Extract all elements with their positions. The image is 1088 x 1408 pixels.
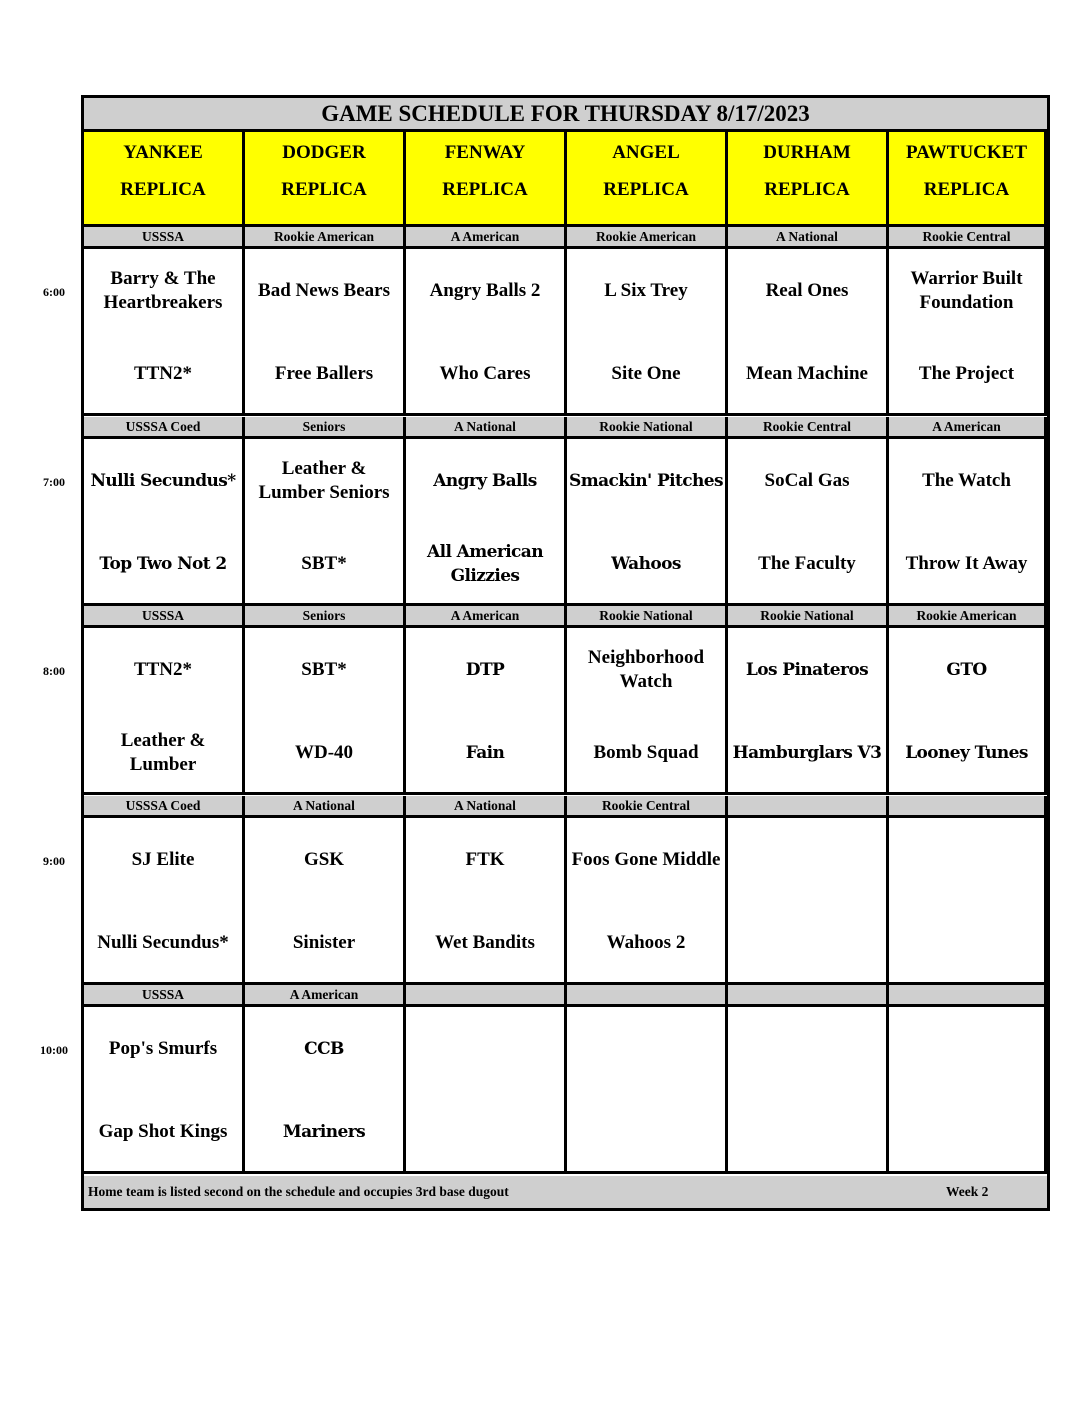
home-team: Site One (611, 363, 681, 384)
field-name: PAWTUCKET (905, 142, 1028, 163)
away-team: Nulli Secundus* (90, 470, 236, 491)
game-cell (728, 818, 889, 985)
away-team: Smackin' Pitches (569, 470, 723, 491)
away-team: Angry Balls (433, 470, 537, 491)
division-label: Seniors (245, 606, 406, 628)
home-team: All American Glizzies (427, 541, 543, 586)
game-cell (728, 249, 889, 416)
field-header-angel (567, 132, 728, 227)
away-team: Barry & The Heartbreakers (103, 268, 223, 313)
division-label: A American (889, 417, 1047, 439)
away-team: DTP (465, 660, 505, 680)
away-team: Bad News Bears (258, 280, 390, 301)
game-cell (84, 439, 245, 606)
home-team: Mariners (282, 1122, 366, 1142)
away-team: Angry Balls 2 (429, 280, 541, 301)
field-name: DODGER (282, 142, 366, 163)
home-team: Leather & Lumber (120, 730, 206, 775)
field-name: FENWAY (444, 142, 526, 163)
game-cell (406, 249, 567, 416)
home-team-note: Home team is listed second on the schedule and occupies 3rd base dugout (88, 1184, 509, 1199)
away-team (567, 1023, 725, 1075)
home-team: Throw It Away (905, 552, 1028, 574)
field-header-pawtucket (889, 132, 1047, 227)
game-cell (406, 628, 567, 795)
away-team (889, 834, 1044, 886)
division-label: A American (406, 606, 567, 628)
field-name: DURHAM (763, 142, 851, 163)
away-team: SJ Elite (131, 848, 195, 870)
game-cell (567, 818, 728, 985)
home-team: Hamburglars V3 (732, 743, 882, 763)
away-team (728, 834, 886, 886)
week-label: Week 2 (946, 1184, 989, 1199)
division-label: USSSA (84, 985, 245, 1007)
field-header-fenway (406, 132, 567, 227)
home-team (406, 1106, 564, 1158)
division-label: A National (406, 796, 567, 818)
away-team: L Six Trey (604, 280, 688, 301)
division-label (406, 985, 567, 1007)
division-label: Rookie American (245, 227, 406, 249)
game-cell (567, 249, 728, 416)
field-type: REPLICA (603, 179, 689, 200)
division-label (567, 985, 728, 1007)
game-cell (567, 439, 728, 606)
field-type: REPLICA (442, 179, 528, 200)
home-team: Top Two Not 2 (99, 553, 227, 574)
away-team (406, 1023, 564, 1075)
division-label (728, 985, 889, 1007)
away-team: CCB (304, 1039, 344, 1059)
division-label: Rookie American (567, 227, 728, 249)
field-name: YANKEE (123, 142, 203, 163)
game-cell (245, 1007, 406, 1174)
home-team: Mean Machine (746, 363, 868, 384)
home-team: Bomb Squad (593, 742, 699, 763)
game-cell (245, 439, 406, 606)
game-cell (84, 249, 245, 416)
division-label: Rookie National (567, 606, 728, 628)
division-label: Seniors (245, 417, 406, 439)
division-label (889, 796, 1047, 818)
away-team: Real Ones (765, 280, 849, 301)
home-team: TTN2* (133, 363, 193, 384)
game-cell (406, 439, 567, 606)
field-type: REPLICA (120, 179, 206, 200)
game-cell (84, 628, 245, 795)
game-cell (728, 439, 889, 606)
away-team (728, 1023, 886, 1075)
division-label (728, 796, 889, 818)
field-header-yankee (84, 132, 245, 227)
away-team: Foos Gone Middle (571, 848, 721, 870)
time-label: 10:00 (40, 1043, 68, 1057)
division-label: A American (406, 227, 567, 249)
away-team: FTK (465, 848, 505, 870)
away-team: Neighborhood Watch (587, 647, 705, 692)
game-cell (728, 628, 889, 795)
game-cell (84, 1007, 245, 1174)
division-label: USSSA Coed (84, 796, 245, 818)
home-team: Nulli Secundus* (97, 931, 229, 953)
division-label: A National (406, 417, 567, 439)
division-label: USSSA Coed (84, 417, 245, 439)
game-cell (728, 1007, 889, 1174)
game-cell (406, 1007, 567, 1174)
home-team: WD-40 (294, 742, 354, 763)
away-team: TTN2* (133, 659, 193, 680)
schedule-title: GAME SCHEDULE FOR THURSDAY 8/17/2023 (84, 98, 1047, 132)
home-team (567, 1106, 725, 1158)
division-label: Rookie National (728, 606, 889, 628)
away-team (889, 1023, 1044, 1075)
division-label: Rookie American (889, 606, 1047, 628)
game-cell (889, 818, 1047, 985)
game-cell (567, 628, 728, 795)
home-team: Gap Shot Kings (98, 1121, 228, 1142)
home-team: Sinister (292, 931, 356, 953)
away-team: Leather & Lumber Seniors (258, 457, 390, 503)
home-team (728, 917, 886, 969)
home-team: Wahoos 2 (606, 931, 686, 953)
time-label: 8:00 (43, 664, 65, 678)
away-team: SBT* (301, 659, 347, 680)
home-team (889, 1106, 1044, 1158)
home-team (728, 1106, 886, 1158)
away-team: The Watch (922, 469, 1011, 491)
away-team: SoCal Gas (764, 469, 850, 491)
game-cell (889, 439, 1047, 606)
field-header-dodger (245, 132, 406, 227)
away-team: GSK (303, 848, 345, 870)
time-label: 7:00 (43, 474, 65, 489)
division-label: Rookie National (567, 417, 728, 439)
division-label: Rookie Central (889, 227, 1047, 249)
field-type: REPLICA (764, 179, 850, 200)
game-cell (245, 628, 406, 795)
field-type: REPLICA (923, 179, 1010, 200)
field-header-durham (728, 132, 889, 227)
game-cell (889, 1007, 1047, 1174)
home-team: The Faculty (758, 552, 856, 574)
division-label (889, 985, 1047, 1007)
division-label: A National (245, 796, 406, 818)
away-team: GTO (946, 660, 987, 680)
game-cell (84, 818, 245, 985)
home-team: Who Cares (439, 363, 531, 384)
home-team: Looney Tunes (905, 743, 1028, 763)
game-cell (245, 818, 406, 985)
home-team: Wet Bandits (435, 931, 535, 953)
game-cell (245, 249, 406, 416)
game-cell (889, 249, 1047, 416)
schedule-footer (84, 1176, 1047, 1208)
division-label: USSSA (84, 227, 245, 249)
home-team: Free Ballers (274, 363, 374, 384)
game-cell (406, 818, 567, 985)
division-label: A National (728, 227, 889, 249)
division-label: A American (245, 985, 406, 1007)
home-team: Wahoos (611, 553, 681, 574)
field-name: ANGEL (612, 142, 680, 163)
away-team: Los Pinateros (745, 660, 869, 680)
division-label: USSSA (84, 606, 245, 628)
home-team: The Project (918, 363, 1015, 384)
division-label: Rookie Central (728, 417, 889, 439)
home-team (889, 917, 1044, 969)
away-team: Pop's Smurfs (108, 1038, 218, 1059)
time-label: 9:00 (43, 853, 65, 868)
home-team: Fain (465, 743, 505, 763)
field-type: REPLICA (281, 179, 367, 200)
away-team: Warrior Built Foundation (910, 268, 1023, 313)
game-cell (889, 628, 1047, 795)
game-cell (567, 1007, 728, 1174)
home-team: SBT* (301, 552, 347, 574)
division-label: Rookie Central (567, 796, 728, 818)
time-label: 6:00 (43, 285, 65, 299)
schedule-sheet (81, 95, 1050, 1211)
